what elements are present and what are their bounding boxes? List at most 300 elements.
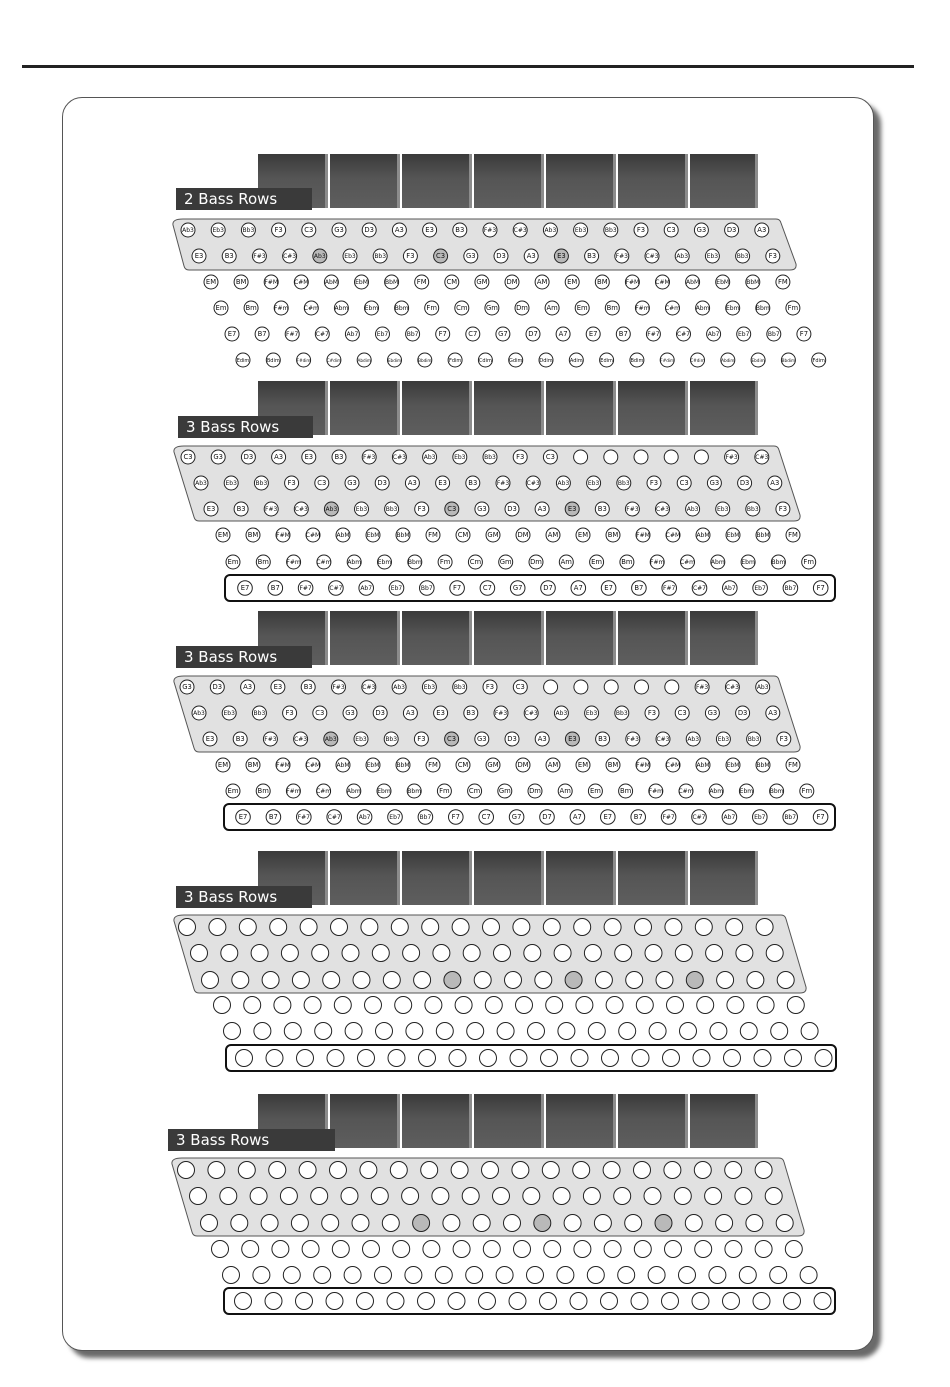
bass-button-circle	[746, 1215, 763, 1232]
bass-button	[814, 1293, 831, 1310]
bass-button	[326, 1293, 343, 1310]
bass-button-circle	[540, 1293, 557, 1310]
bass-button-label: Adim	[569, 358, 583, 365]
bass-button-label: CM	[457, 531, 469, 540]
bass-button	[685, 1215, 702, 1232]
bass-button-circle	[583, 1188, 600, 1205]
bass-button-circle	[453, 1241, 470, 1258]
bass-button-label: D3	[507, 735, 517, 744]
bass-button	[330, 1162, 347, 1179]
bass-button-label: Em	[576, 304, 588, 313]
bass-button-circle	[755, 1241, 772, 1258]
bass-button	[483, 1241, 500, 1258]
bass-button-label: Ab3	[676, 253, 689, 261]
bass-button-label: Bb3	[604, 227, 617, 235]
bass-button-circle	[648, 1267, 665, 1284]
bass-button-circle	[269, 1162, 286, 1179]
bass-button-label: Eb3	[355, 506, 368, 514]
bass-button	[360, 1162, 377, 1179]
bass-button-label: E3	[568, 735, 577, 744]
bass-button-label: B3	[235, 735, 245, 744]
bass-button-circle	[716, 1215, 733, 1232]
bass-button-label: Ebm	[364, 305, 379, 313]
bass-button-label: B7	[618, 330, 628, 339]
bass-button-label: Ab7	[360, 585, 373, 593]
bass-button-label: F#3	[253, 253, 266, 261]
bass-button-label: F#dim	[660, 358, 675, 364]
bass-button-label: Eb3	[706, 253, 719, 261]
bass-button-label: Bm	[619, 787, 632, 796]
bass-button-label: Ab3	[687, 736, 700, 744]
bass-button-circle	[523, 1188, 540, 1205]
bass-button	[453, 1241, 470, 1258]
bass-button-label: Bdim	[266, 358, 280, 365]
bass-button-label: C#7	[676, 331, 691, 339]
bass-button-label: Eb3	[212, 227, 224, 235]
bass-button-label: F#3	[695, 684, 709, 692]
bass-button-circle	[564, 1215, 581, 1232]
bass-button-circle	[603, 1162, 620, 1179]
bass-button-label: C#M	[655, 279, 670, 287]
seventh-row-outline	[224, 1288, 835, 1314]
bass-button	[644, 1188, 661, 1205]
bass-button	[387, 1293, 404, 1310]
bass-button-label: C#3	[294, 736, 308, 744]
bass-button-label: C#dim	[326, 358, 342, 364]
bass-button-label: Bb7	[420, 585, 433, 593]
bass-button	[625, 1215, 642, 1232]
bass-button-label: A3	[274, 453, 284, 462]
bass-button-label: B3	[598, 735, 608, 744]
bass-button	[482, 1162, 499, 1179]
bass-button	[341, 1188, 358, 1205]
bass-button-circle	[509, 1293, 526, 1310]
bass-button-circle	[201, 1215, 218, 1232]
bass-button-circle	[473, 1215, 490, 1232]
bass-button-label: F3	[649, 479, 659, 488]
bass-button-label: F#m	[286, 559, 301, 567]
bass-button-label: Bm	[245, 304, 257, 313]
bass-button	[261, 1215, 278, 1232]
bass-button-label: Ebdim	[387, 358, 402, 364]
bass-button-label: Fdim	[812, 358, 825, 365]
bass-button-label: EM	[577, 761, 589, 770]
bass-button-label: E3	[194, 252, 204, 261]
bass-button	[466, 1267, 483, 1284]
bass-button-label: Ab3	[555, 710, 568, 718]
bass-button-label: Ebm	[377, 559, 392, 567]
bass-button	[272, 1241, 289, 1258]
bass-button-label: EbM	[716, 279, 730, 287]
bass-button	[674, 1188, 691, 1205]
bass-button-label: A3	[537, 735, 547, 744]
bass-button	[544, 1241, 561, 1258]
bass-button-label: F#7	[662, 814, 675, 822]
bass-button-circle	[242, 1241, 259, 1258]
bass-button-label: C#3	[645, 253, 659, 261]
bass-button	[423, 1241, 440, 1258]
bass-button-circle	[814, 1293, 831, 1310]
bass-button-label: C3	[679, 479, 689, 488]
bass-button-label: Bbm	[407, 559, 422, 567]
bass-button-circle	[735, 1188, 752, 1205]
bass-button-circle	[332, 1241, 349, 1258]
bass-button	[634, 1241, 651, 1258]
bass-button-circle	[770, 1267, 787, 1284]
bass-button	[716, 1215, 733, 1232]
bass-button	[269, 1162, 286, 1179]
bass-button-label: E3	[273, 683, 283, 692]
bass-button-label: Bdim	[630, 358, 644, 365]
bass-button-circle	[614, 1188, 631, 1205]
bass-button	[363, 1241, 380, 1258]
bass-button-label: G3	[709, 479, 720, 488]
bass-button	[451, 1162, 468, 1179]
bass-button-label: Gm	[499, 558, 512, 567]
bass-button-label: C3	[315, 709, 325, 718]
bass-button-label: C#7	[327, 814, 341, 822]
bass-button-label: Bb7	[767, 331, 780, 339]
bass-button-label: F#m	[650, 559, 665, 567]
bass-button-circle	[363, 1241, 380, 1258]
bass-button-label: Cdim	[478, 358, 492, 365]
bass-button-circle	[493, 1188, 510, 1205]
bass-button-circle	[574, 1241, 591, 1258]
bass-button-label: F#3	[626, 736, 639, 744]
bass-button-label: A3	[405, 709, 415, 718]
bass-button	[784, 1293, 801, 1310]
bass-button-label: Ebdim	[751, 358, 765, 364]
bass-button-label: CM	[446, 278, 458, 287]
bass-button-label: C3	[304, 226, 314, 235]
bass-button-label: Bb3	[385, 736, 398, 744]
bass-button	[570, 1293, 587, 1310]
bass-button	[564, 1215, 581, 1232]
bass-button-label: DM	[517, 531, 529, 540]
bass-button	[594, 1215, 611, 1232]
bass-button	[574, 1241, 591, 1258]
bass-button-label: B3	[587, 252, 597, 261]
bass-button-label: B7	[634, 584, 644, 593]
bass-button-label: FM	[778, 278, 788, 287]
bass-button-label: AbM	[336, 532, 350, 540]
bass-button-label: Eb3	[717, 736, 730, 744]
bass-button-label: A3	[757, 226, 767, 235]
bass-button-label: Eb7	[376, 331, 389, 339]
bass-button-label: Fm	[439, 558, 451, 567]
bass-button-label: E3	[206, 505, 216, 514]
bass-button	[190, 1188, 207, 1205]
bass-button-circle	[785, 1241, 802, 1258]
bass-button-label: D3	[739, 479, 750, 488]
bass-button-label: C#3	[524, 710, 538, 718]
section-label: 3 Bass Rows	[168, 1129, 335, 1151]
bass-button-circle	[235, 1293, 252, 1310]
bass-button-label: G3	[347, 479, 357, 488]
bass-button-circle	[223, 1267, 240, 1284]
bass-button	[723, 1293, 740, 1310]
bass-button	[765, 1188, 782, 1205]
bass-button-label: G3	[466, 252, 476, 261]
bass-button-label: EM	[205, 278, 217, 287]
bass-button-circle	[496, 1267, 513, 1284]
bass-button-label: D3	[496, 252, 506, 261]
bass-button-label: AbM	[336, 762, 350, 770]
bass-button-label: Cm	[469, 558, 482, 567]
bass-button-label: Abdim	[721, 358, 735, 364]
bass-button-label: A3	[537, 505, 547, 514]
bass-button	[534, 1215, 551, 1232]
bass-button	[679, 1267, 696, 1284]
bass-button-label: F3	[768, 252, 777, 261]
bass-button-circle	[390, 1162, 407, 1179]
section-label: 3 Bass Rows	[178, 416, 313, 438]
bass-button-label: G3	[345, 709, 355, 718]
bass-button-label: F#m	[648, 788, 663, 796]
bass-button-label: Bb3	[746, 506, 759, 514]
bass-button-circle	[322, 1215, 339, 1232]
bass-button	[302, 1241, 319, 1258]
bass-button-label: Bb3	[374, 253, 387, 261]
bass-button-label: Eb7	[737, 331, 750, 339]
bass-button-label: C#M	[305, 762, 321, 770]
bass-button-label: Fm	[801, 787, 813, 796]
bass-button-label: F7	[816, 813, 825, 822]
bass-button-label: Eb7	[754, 585, 766, 593]
bass-button-label: Bbdim	[781, 358, 796, 364]
bass-button-label: F#7	[663, 585, 676, 593]
bass-button-label: G3	[477, 735, 487, 744]
bass-button-label: Ab7	[723, 814, 736, 822]
bass-button-label: GM	[487, 531, 499, 540]
bass-button-label: D7	[528, 330, 538, 339]
bass-button	[178, 1162, 195, 1179]
bass-button-label: F#M	[264, 279, 279, 287]
bass-button-label: C3	[447, 735, 457, 744]
bass-button-label: Bbm	[755, 305, 770, 313]
bass-button-label: F7	[816, 584, 825, 593]
bass-button-circle	[212, 1241, 229, 1258]
bass-button-label: Bb3	[736, 253, 749, 261]
bass-button	[443, 1215, 460, 1232]
bass-button-circle	[382, 1215, 399, 1232]
bass-button-label: Ab3	[193, 710, 205, 718]
bass-button	[695, 1241, 712, 1258]
bass-button-label: Em	[227, 787, 239, 796]
bass-button-label: BM	[235, 278, 247, 287]
bass-button-circle	[685, 1215, 702, 1232]
bass-button-label: C#3	[755, 454, 769, 462]
bass-button-circle	[662, 1293, 679, 1310]
bass-button-circle	[631, 1293, 648, 1310]
bass-button	[405, 1267, 422, 1284]
bass-button-label: C#3	[526, 480, 540, 488]
bass-button-label: AbM	[324, 279, 338, 287]
bass-button-label: Eb3	[423, 684, 436, 692]
bass-button-circle	[253, 1267, 270, 1284]
bass-button-label: E3	[205, 735, 215, 744]
bass-button-label: B3	[466, 709, 476, 718]
bass-button-label: F#7	[647, 331, 660, 339]
bass-button-label: BbM	[385, 279, 399, 287]
bass-button-circle	[238, 1162, 255, 1179]
bass-button-label: Am	[560, 558, 572, 567]
bass-button-circle	[393, 1241, 410, 1258]
bass-button	[770, 1267, 787, 1284]
bass-button-circle	[692, 1293, 709, 1310]
bass-button-label: D3	[507, 505, 517, 514]
bass-button-label: F3	[406, 252, 415, 261]
bass-button-label: Gm	[485, 304, 498, 313]
bass-button-label: G3	[707, 709, 718, 718]
bass-button	[573, 1162, 590, 1179]
bass-button-label: Eb3	[454, 454, 466, 462]
bass-button-label: C3	[317, 479, 327, 488]
bass-button	[634, 1162, 651, 1179]
bass-button-label: FM	[428, 531, 438, 540]
bass-button-label: Bm	[606, 304, 618, 313]
bass-button-label: Dm	[530, 558, 542, 567]
bass-button-label: A3	[394, 226, 404, 235]
bass-button-label: Abm	[334, 305, 349, 313]
bass-button-circle	[432, 1188, 449, 1205]
bass-button-circle	[665, 1241, 682, 1258]
bass-button-label: E7	[604, 584, 613, 593]
bass-button-label: Bbdim	[418, 358, 432, 364]
bass-button-label: D7	[543, 584, 553, 593]
bass-button-label: Bb3	[385, 506, 398, 514]
bass-button-circle	[178, 1162, 195, 1179]
section-label: 3 Bass Rows	[176, 646, 312, 668]
bass-button-label: A3	[526, 252, 536, 261]
bass-button-label: F#M	[625, 279, 640, 287]
bass-button-label: C7	[481, 813, 491, 822]
bass-button-label: Bb7	[406, 331, 419, 339]
bass-button-label: Fm	[787, 304, 799, 313]
bass-button-label: C#M	[305, 532, 321, 540]
bass-button-label: Abdim	[357, 358, 371, 364]
bass-button	[800, 1267, 817, 1284]
bass-button-label: B3	[597, 505, 607, 514]
bass-button-label: EbM	[726, 532, 740, 540]
bass-button-label: E7	[588, 330, 598, 339]
bass-button-circle	[443, 1215, 460, 1232]
bass-button-circle	[705, 1188, 722, 1205]
bass-button-label: Ab7	[723, 585, 736, 593]
bass-button-label: Ab7	[358, 814, 371, 822]
bass-button-label: Ebm	[725, 305, 740, 313]
bass-button-label: F3	[778, 505, 788, 514]
bass-button-circle	[739, 1267, 756, 1284]
bass-button	[265, 1293, 282, 1310]
bass-button-label: DM	[517, 761, 529, 770]
bass-button-label: B7	[268, 813, 278, 822]
bass-button-label: E7	[603, 813, 613, 822]
bass-button-label: B7	[633, 813, 643, 822]
bass-button-label: Ab7	[707, 331, 720, 339]
bass-button-label: C#m	[303, 305, 319, 313]
bass-button-circle	[504, 1215, 521, 1232]
bass-button	[280, 1188, 297, 1205]
bass-button-label: BM	[247, 761, 259, 770]
bass-button	[242, 1241, 259, 1258]
bass-button-label: Bb7	[784, 814, 797, 822]
bass-button	[725, 1162, 742, 1179]
bass-button-circle	[272, 1241, 289, 1258]
bass-button	[705, 1188, 722, 1205]
bass-button	[583, 1188, 600, 1205]
bass-button-label: Bbm	[407, 788, 422, 796]
bass-button-circle	[299, 1162, 316, 1179]
bass-button-circle	[725, 1241, 742, 1258]
bass-button-label: Cm	[468, 787, 481, 796]
bass-button-label: Ab3	[557, 480, 570, 488]
bass-button-label: D3	[243, 453, 254, 462]
bass-button-circle	[553, 1188, 570, 1205]
bass-button-label: C3	[545, 453, 555, 462]
bass-button	[553, 1188, 570, 1205]
bass-button-label: C#m	[664, 305, 681, 313]
bass-button-label: AbM	[696, 532, 710, 540]
bass-button	[603, 1162, 620, 1179]
bass-button-circle	[405, 1267, 422, 1284]
bass-button	[390, 1162, 407, 1179]
bass-button-label: Abm	[710, 559, 725, 567]
bass-button-label: EM	[217, 761, 229, 770]
bass-button-label: C#3	[513, 227, 527, 235]
bass-button	[402, 1188, 419, 1205]
bass-button-label: Edim	[236, 358, 250, 365]
bass-button-label: F7	[438, 330, 447, 339]
bass-button	[332, 1241, 349, 1258]
bass-button-label: C#7	[692, 585, 707, 593]
bass-button-label: F#m	[286, 788, 301, 796]
bass-button-label: C3	[447, 505, 457, 514]
bass-button-label: E3	[436, 709, 445, 718]
bass-button-circle	[594, 1215, 611, 1232]
bass-button-label: AM	[536, 278, 548, 287]
bass-button	[665, 1241, 682, 1258]
bass-button	[220, 1188, 237, 1205]
bass-button-label: Gm	[498, 787, 511, 796]
bass-button-label: F#7	[297, 814, 310, 822]
bass-button-label: Bb3	[255, 480, 268, 488]
bass-button	[496, 1267, 513, 1284]
bass-button	[614, 1188, 631, 1205]
bass-button-label: F#m	[635, 305, 650, 313]
bass-button-label: Bb7	[419, 814, 432, 822]
bass-button-circle	[776, 1215, 793, 1232]
bass-button	[542, 1162, 559, 1179]
section-label: 3 Bass Rows	[176, 886, 312, 908]
bass-button-label: F3	[274, 226, 283, 235]
bass-button-label: Ab3	[313, 253, 326, 261]
bass-button-label: C#M	[665, 762, 681, 770]
bass-button-label: Bb3	[453, 684, 466, 692]
bass-button-label: B3	[334, 453, 344, 462]
bass-button-circle	[544, 1241, 561, 1258]
bass-button-circle	[655, 1215, 672, 1232]
bass-button-label: C7	[468, 330, 478, 339]
bass-button-circle	[280, 1188, 297, 1205]
bass-button	[201, 1215, 218, 1232]
bass-button-label: BbM	[756, 762, 770, 770]
bass-button	[504, 1215, 521, 1232]
bass-button	[509, 1293, 526, 1310]
bass-button-label: F#3	[496, 480, 510, 488]
bass-button-circle	[479, 1293, 496, 1310]
bass-button-circle	[527, 1267, 544, 1284]
